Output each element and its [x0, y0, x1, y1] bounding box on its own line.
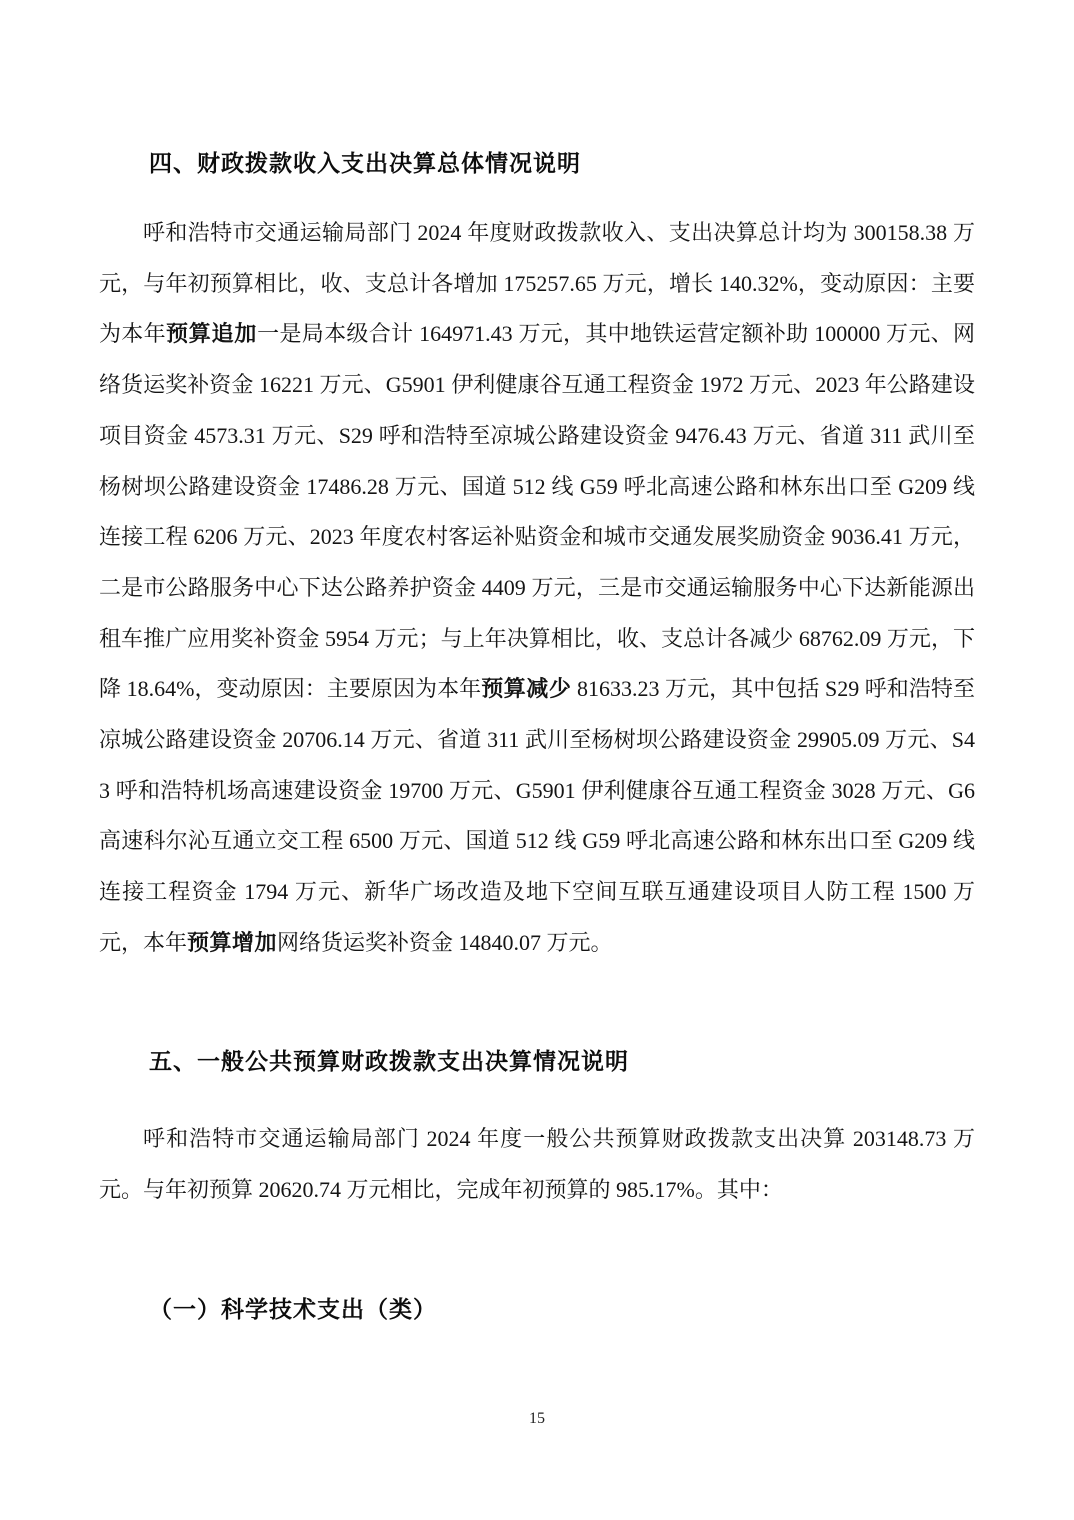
- subsection-heading-science-technology-expenditure: （一）科学技术支出（类）: [149, 1296, 437, 1322]
- text-run: 呼和浩特市交通运输局部门 2024 年度财政拨款收入、支出决算总计均为 300158.38 万元，与年初预算相比，收、支总计各增加 175257.65 万元，增长 140.32%，变动原因：主要为本年: [99, 220, 975, 347]
- text-run: 一是局本级合计 164971.43 万元，其中地铁运营定额补助 100000 万元、网络货运奖补资金 16221 万元、G5901 伊利健康谷互通工程资金 1972 万元、2023 年公路建设项目资金 4573.31 万元、S29 呼和浩特至凉城公路建设资金 9476.43 万元、省道 311 武川至杨树坝公路建设资金 17486.28 万元、国道 512 线 G59 呼北高速公路和林东出口至 G209 线连接工程 6206 万元、2023 年度农村客运补贴资金和城市交通发展奖励资金 9036.41 万元，二是市公路服务中心下达公路养护资金 4409 万元，三是市交通运输服务中心下达新能源出租车推广应用奖补资金 5954 万元；与上年决算相比，收、支总计各减少 68762.09 万元，下降 18.64%，变动原因：主要原因为本年: [99, 321, 975, 702]
- paragraph-general-public-budget-expenditure: [99, 1114, 975, 1215]
- page-number: 15: [529, 1410, 545, 1427]
- text-run: 呼和浩特市交通运输局部门 2024 年度一般公共预算财政拨款支出决算 203148.73 万元。与年初预算 20620.74 万元相比，完成年初预算的 985.17%。其中：: [99, 1126, 975, 1202]
- section-heading-general-public-budget-expenditure: 五、一般公共预算财政拨款支出决算情况说明: [149, 1048, 629, 1074]
- text-run-bold-budget-reduction: 预算减少: [481, 676, 572, 702]
- paragraph-fiscal-appropriation-overview: [99, 208, 975, 969]
- text-run-bold-budget-addition: 预算追加: [165, 321, 258, 347]
- section-heading-fiscal-appropriation-overview: 四、财政拨款收入支出决算总体情况说明: [149, 150, 581, 176]
- text-run: 81633.23 万元，其中包括 S29 呼和浩特至凉城公路建设资金 20706.14 万元、省道 311 武川至杨树坝公路建设资金 29905.09 万元、S43 呼和浩特机场高速建设资金 19700 万元、G5901 伊利健康谷互通工程资金 3028 万元、G6 高速科尔沁互通立交工程 6500 万元、国道 512 线 G59 呼北高速公路和林东出口至 G209 线连接工程资金 1794 万元、新华广场改造及地下空间互联互通建设项目人防工程 1500 万元，本年: [99, 676, 975, 955]
- text-run-bold-budget-increase: 预算增加: [187, 929, 278, 955]
- text-run: 网络货运奖补资金 14840.07 万元。: [277, 929, 613, 955]
